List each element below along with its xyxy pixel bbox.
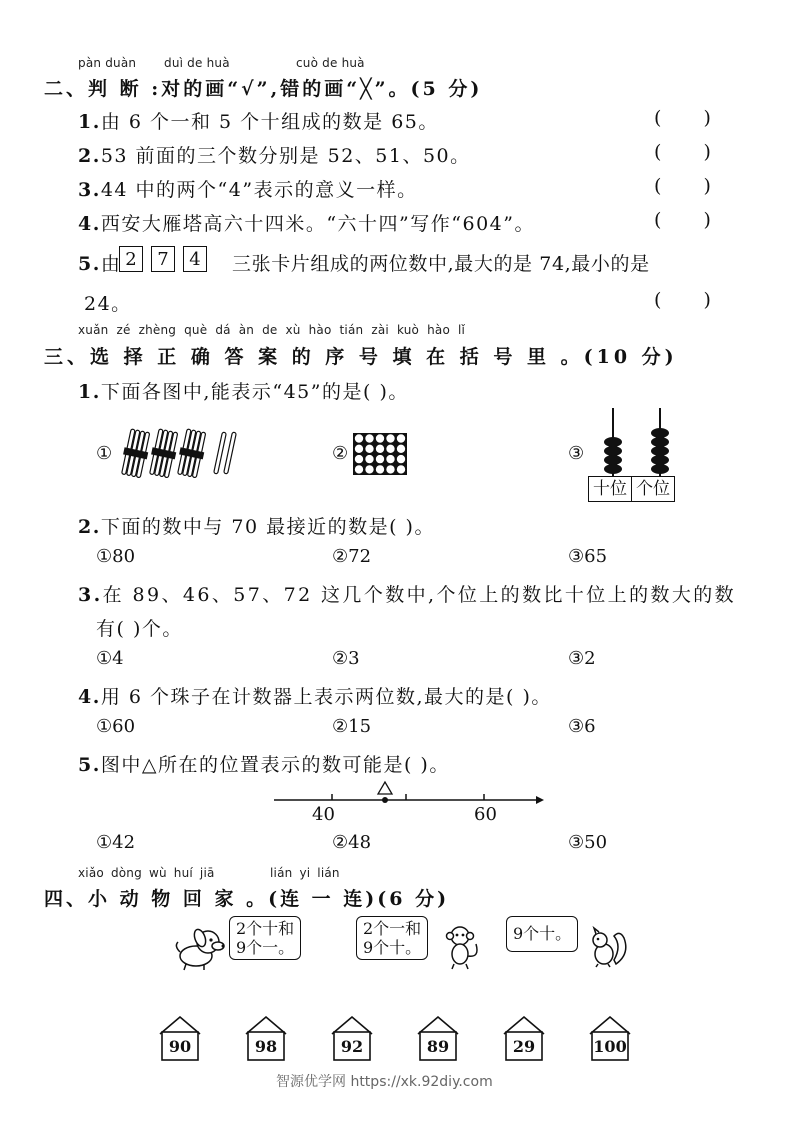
grid-circle (376, 444, 385, 453)
house[interactable] (246, 1017, 286, 1060)
house[interactable] (504, 1017, 544, 1060)
s2-item-5-post: 三张卡片组成的两位数中,最大的是 74,最小的是 (232, 253, 650, 275)
s2-item-4-num: 4. (78, 213, 101, 235)
houses-row (152, 1014, 652, 1070)
abacus-ones-label: 个位 (636, 479, 670, 499)
abacus-figure (588, 406, 688, 478)
s3-q4-num: 4. (78, 686, 101, 708)
section4-pinyin-1: xiǎo dòng wù huí jiā (78, 866, 215, 880)
s2-item-5-num: 5. (78, 253, 101, 275)
s3-q1-num: 1. (78, 381, 101, 403)
s3-q1-opt1-label: ① (96, 443, 113, 464)
abacus-tens-label: 十位 (589, 477, 632, 501)
monkey-speech-bubble (356, 916, 428, 960)
section2-pinyin-1: pàn duàn (78, 56, 137, 70)
bubble-line: 2个一和 (363, 919, 422, 938)
s3-q3-num: 3. (78, 584, 103, 606)
s3-q5-opt3[interactable]: ③50 (568, 832, 608, 853)
number-card: 4 (183, 246, 207, 272)
squirrel-speech-bubble (506, 916, 578, 952)
single-sticks (214, 432, 237, 474)
s3-q3-opt3[interactable]: ③2 (568, 648, 596, 669)
puppy-speech-bubble (229, 916, 301, 960)
house[interactable] (590, 1017, 630, 1060)
house[interactable] (160, 1017, 200, 1060)
s3-q2-text: 下面的数中与 70 最接近的数是( )。 (100, 516, 435, 538)
s3-q3-line2: 有( )个。 (96, 618, 183, 640)
section3-pinyin: xuǎn zé zhèng què dá àn de xù hào tián zài kuò hào lǐ (78, 323, 466, 337)
puppy-icon (174, 926, 230, 972)
s2-item-5-pre: 由 (100, 253, 122, 275)
section2-pinyin-2: duì de huà (164, 56, 230, 70)
house-number: 92 (340, 1037, 364, 1056)
section4-title: 四、小 动 物 回 家 。(连 一 连)(6 分) (44, 888, 450, 910)
footer-watermark: 智源优学网 https://xk.92diy.com (276, 1074, 493, 1090)
grid-circle (365, 444, 374, 453)
house[interactable] (418, 1017, 458, 1060)
s3-q2-opt2[interactable]: ②72 (332, 546, 372, 567)
grid-circle (365, 465, 374, 474)
grid-circle (386, 465, 395, 474)
s3-q2-opt1[interactable]: ①80 (96, 546, 136, 567)
s2-item-4 (78, 209, 535, 236)
number-cards (119, 246, 207, 272)
section4-pinyin-2: lián yi lián (270, 866, 340, 880)
number-card: 7 (151, 246, 175, 272)
house-number: 98 (254, 1037, 278, 1056)
s3-q5-num: 5. (78, 754, 101, 776)
abacus-ones-beads (651, 428, 669, 474)
grid-circle (355, 434, 364, 443)
section2-title: 二、判 断 :对的画“√”,错的画“╳”。(5 分) (44, 78, 483, 100)
bubble-line: 9个十。 (513, 924, 572, 943)
s2-item-4-text: 西安大雁塔高六十四米。“六十四”写作“604”。 (100, 213, 535, 235)
abacus-place-labels (588, 476, 675, 502)
circle-grid-figure (352, 432, 408, 476)
s3-q5-opt1[interactable]: ①42 (96, 832, 136, 853)
grid-circle (355, 444, 364, 453)
number-line-label-right: 60 (474, 804, 497, 825)
s3-q4 (78, 682, 552, 709)
s3-q1 (78, 377, 409, 404)
s3-q5-text: 图中△所在的位置表示的数可能是( )。 (100, 754, 450, 776)
squirrel-icon (586, 924, 630, 968)
grid-circle (355, 465, 364, 474)
grid-circle (355, 455, 364, 464)
s3-q1-text: 下面各图中,能表示“45”的是( )。 (100, 381, 409, 403)
grid-circle (397, 444, 406, 453)
grid-circle (397, 465, 406, 474)
s3-q1-opt2-label: ② (332, 443, 349, 464)
bubble-line: 9个一。 (236, 938, 295, 957)
grid-circle (386, 455, 395, 464)
s2-item-1-num: 1. (78, 111, 101, 133)
s3-q4-opt3[interactable]: ③6 (568, 716, 596, 737)
s2-item-3-num: 3. (78, 179, 101, 201)
s2-item-5-start (78, 249, 121, 276)
s3-q5 (78, 750, 450, 777)
bubble-line: 9个十。 (363, 938, 422, 957)
s2-item-5-line2: 24。 (84, 293, 132, 315)
monkey-icon (442, 922, 484, 970)
triangle-marker-icon (378, 782, 392, 794)
grid-circle (376, 465, 385, 474)
house-number: 89 (426, 1037, 450, 1056)
s2-item-4-paren[interactable]: ( ) (654, 209, 729, 231)
section3-title: 三、选 择 正 确 答 案 的 序 号 填 在 括 号 里 。(10 分) (44, 346, 678, 368)
s3-q1-opt3-label: ③ (568, 443, 585, 464)
grid-circle (386, 434, 395, 443)
grid-circle (376, 455, 385, 464)
s2-item-2-text: 53 前面的三个数分别是 52、51、50。 (100, 145, 471, 167)
s3-q4-opt2[interactable]: ②15 (332, 716, 372, 737)
house-number: 29 (512, 1037, 536, 1056)
grid-circle (397, 434, 406, 443)
s2-item-1 (78, 107, 439, 134)
s2-item-1-text: 由 6 个一和 5 个十组成的数是 65。 (100, 111, 439, 133)
grid-circle (386, 444, 395, 453)
s3-q4-text: 用 6 个珠子在计数器上表示两位数,最大的是( )。 (100, 686, 552, 708)
s3-q3-opt2[interactable]: ②3 (332, 648, 360, 669)
grid-circle (365, 455, 374, 464)
s3-q5-opt2[interactable]: ②48 (332, 832, 372, 853)
stick-bundles-figure (118, 428, 248, 478)
s3-q2 (78, 512, 435, 539)
stick-bundle (148, 428, 180, 478)
stick-bundle (176, 428, 208, 478)
houses-svg (152, 1014, 652, 1070)
stick-bundle (120, 428, 152, 478)
s3-q3 (78, 580, 736, 607)
abacus-tens-beads (604, 437, 622, 474)
house-number: 100 (593, 1037, 627, 1056)
house[interactable] (332, 1017, 372, 1060)
s2-item-5-paren[interactable]: ( ) (654, 289, 729, 311)
grid-circle (397, 455, 406, 464)
s3-q3-text: 在 89、46、57、72 这几个数中,个位上的数比十位上的数大的数 (102, 584, 737, 606)
house-number: 90 (168, 1037, 192, 1056)
section2-pinyin-3: cuò de huà (296, 56, 365, 70)
number-card: 2 (119, 246, 143, 272)
s2-item-3-text: 44 中的两个“4”表示的意义一样。 (100, 179, 418, 201)
s2-item-1-paren[interactable]: ( ) (654, 107, 729, 129)
bubble-line: 2个十和 (236, 919, 295, 938)
s3-q3-opt1[interactable]: ①4 (96, 648, 124, 669)
s2-item-3 (78, 175, 418, 202)
number-line-label-left: 40 (312, 804, 335, 825)
grid-circle (376, 434, 385, 443)
s3-q4-opt1[interactable]: ①60 (96, 716, 136, 737)
s3-q2-num: 2. (78, 516, 101, 538)
s2-item-2-num: 2. (78, 145, 101, 167)
s3-q2-opt3[interactable]: ③65 (568, 546, 608, 567)
s2-item-2 (78, 141, 471, 168)
grid-circle (365, 434, 374, 443)
s2-item-3-paren[interactable]: ( ) (654, 175, 729, 197)
s2-item-2-paren[interactable]: ( ) (654, 141, 729, 163)
